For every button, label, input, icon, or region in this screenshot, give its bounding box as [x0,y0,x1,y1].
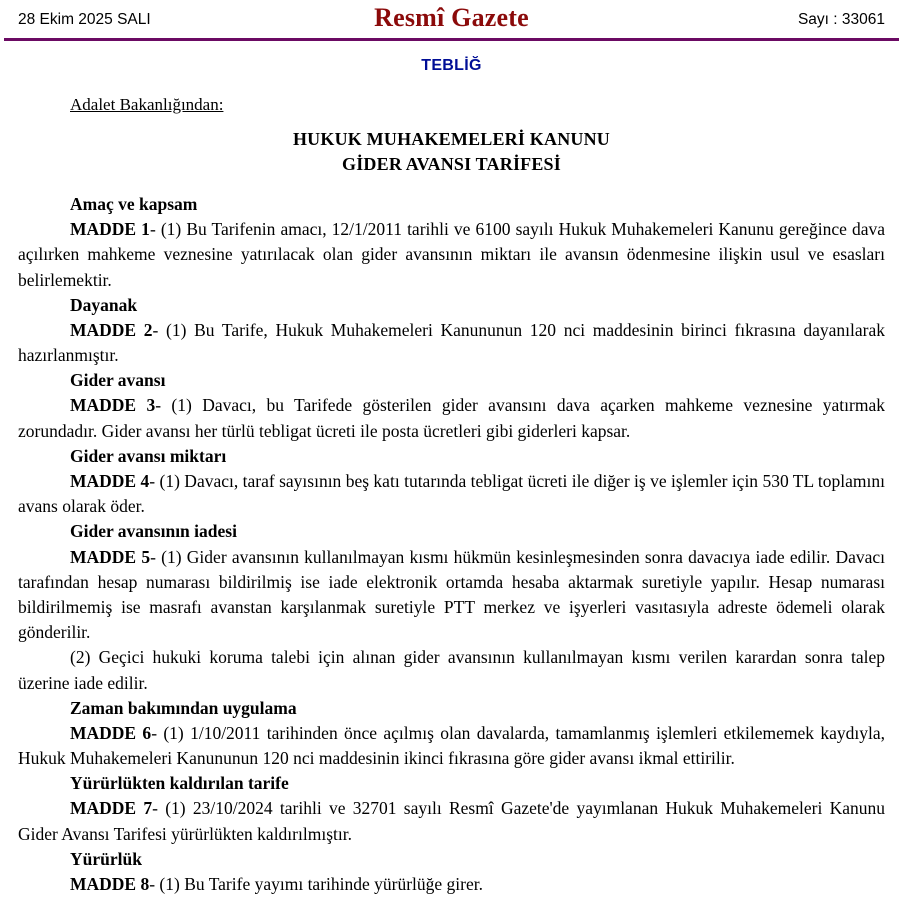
article-heading: Gider avansının iadesi [70,521,237,542]
article-label: MADDE 3 [70,395,156,416]
article-paragraph [18,393,885,443]
section-label-teblig: TEBLİĞ [421,57,482,74]
article-label: MADDE 8 [70,874,150,895]
article-paragraph [18,872,885,897]
article-text: - (1) Bu Tarife, Hukuk Muhakemeleri Kanununun 120 nci maddesinin birinci fıkrasına dayanılarak hazırlanmıştır. [18,319,885,366]
article-paragraph [18,318,885,368]
issue-number: Sayı : 33061 [797,11,885,28]
article-heading: Dayanak [70,294,138,315]
article-paragraph [18,721,885,771]
article-text: - (1) 1/10/2011 tarihinden önce açılmış olan davalarda, tamamlanmış işlemleri etkilememek kaydıyla, Hukuk Muhakemeleri Kanununun 120 nci maddesinin ikinci fıkrasına göre gider avansı ikmal ettirilir. [18,722,885,769]
masthead [0,0,903,36]
article-text: - (1) Davacı, bu Tarifede gösterilen gider avansını dava açarken mahkeme veznesine yatırmak zorundadır. Gider avansı her türlü tebligat ücreti ile posta ücretleri gibi giderleri kapsar. [18,395,885,441]
article-paragraph-2: (2) Geçici hukuki koruma talebi için alınan gider avansının kullanılmayan kısmı verilen karardan sonra talep üzerine iade edilir. [18,647,885,693]
article-paragraph [18,217,885,293]
document-title-line-2: GİDER AVANSI TARİFESİ [342,153,561,174]
article-heading: Amaç ve kapsam [70,193,198,214]
article-label: MADDE 7 [70,798,153,819]
article-heading: Zaman bakımından uygulama [70,697,297,718]
gazette-title: Resmî Gazete [374,3,529,32]
article-heading: Yürürlük [70,848,142,869]
publication-date: 28 Ekim 2025 SALI [18,11,151,28]
article-text: - (1) Davacı, taraf sayısının beş katı tutarında tebligat ücreti ile diğer iş ve işlemler için 530 TL toplamını avans olarak öder. [18,471,886,517]
article-label: MADDE 2 [70,319,153,340]
article-paragraph [18,796,885,846]
document-body [0,95,903,897]
document-title-line-1: HUKUK MUHAKEMELERİ KANUNU [292,129,610,150]
article-heading: Gider avansı miktarı [70,445,227,466]
articles-container [18,192,885,897]
article-label: MADDE 6 [70,722,152,743]
article-label: MADDE 5 [70,546,151,567]
article-label: MADDE 4 [70,471,150,492]
article-heading: Gider avansı [70,370,166,391]
article-paragraph [18,469,885,519]
article-text: - (1) 23/10/2024 tarihli ve 32701 sayılı Resmî Gazete'de yayımlanan Hukuk Muhakemeleri Kanunu Gider Avansı Tarifesi yürürlükten kaldırılmıştır. [18,798,885,844]
article-heading: Yürürlükten kaldırılan tarife [70,773,289,794]
document-title [18,127,885,176]
issuer-line [70,95,885,115]
issuer-text: Adalet Bakanlığından: [70,95,224,114]
article-label: MADDE 1 [70,219,150,240]
article-text: - (1) Bu Tarifenin amacı, 12/1/2011 tarihli ve 6100 sayılı Hukuk Muhakemeleri Kanunu gereğince dava açılırken mahkeme veznesine yatırılacak olan gider avansının miktarı ile avansın ödenmesine ilişkin usul ve esasları belirlemektir. [18,219,885,290]
masthead-divider [4,38,899,41]
article-paragraph [18,545,885,646]
article-text: - (1) Gider avansının kullanılmayan kısmı hükmün kesinleşmesinden sonra davacıya iade edilir. Davacı tarafından hesap numarası bildirilmiş ise iade elektronik ortamda hesaba aktarmak suretiyle yapılır. Hesap numarası bildirilmemiş ise masrafı avanstan karşılanmak suretiyle PTT merkez ve işyerleri vasıtasıyla adreste ödemeli olarak gönderilir. [18,546,885,643]
article-text: - (1) Bu Tarife yayımı tarihinde yürürlüğe girer. [149,874,483,895]
